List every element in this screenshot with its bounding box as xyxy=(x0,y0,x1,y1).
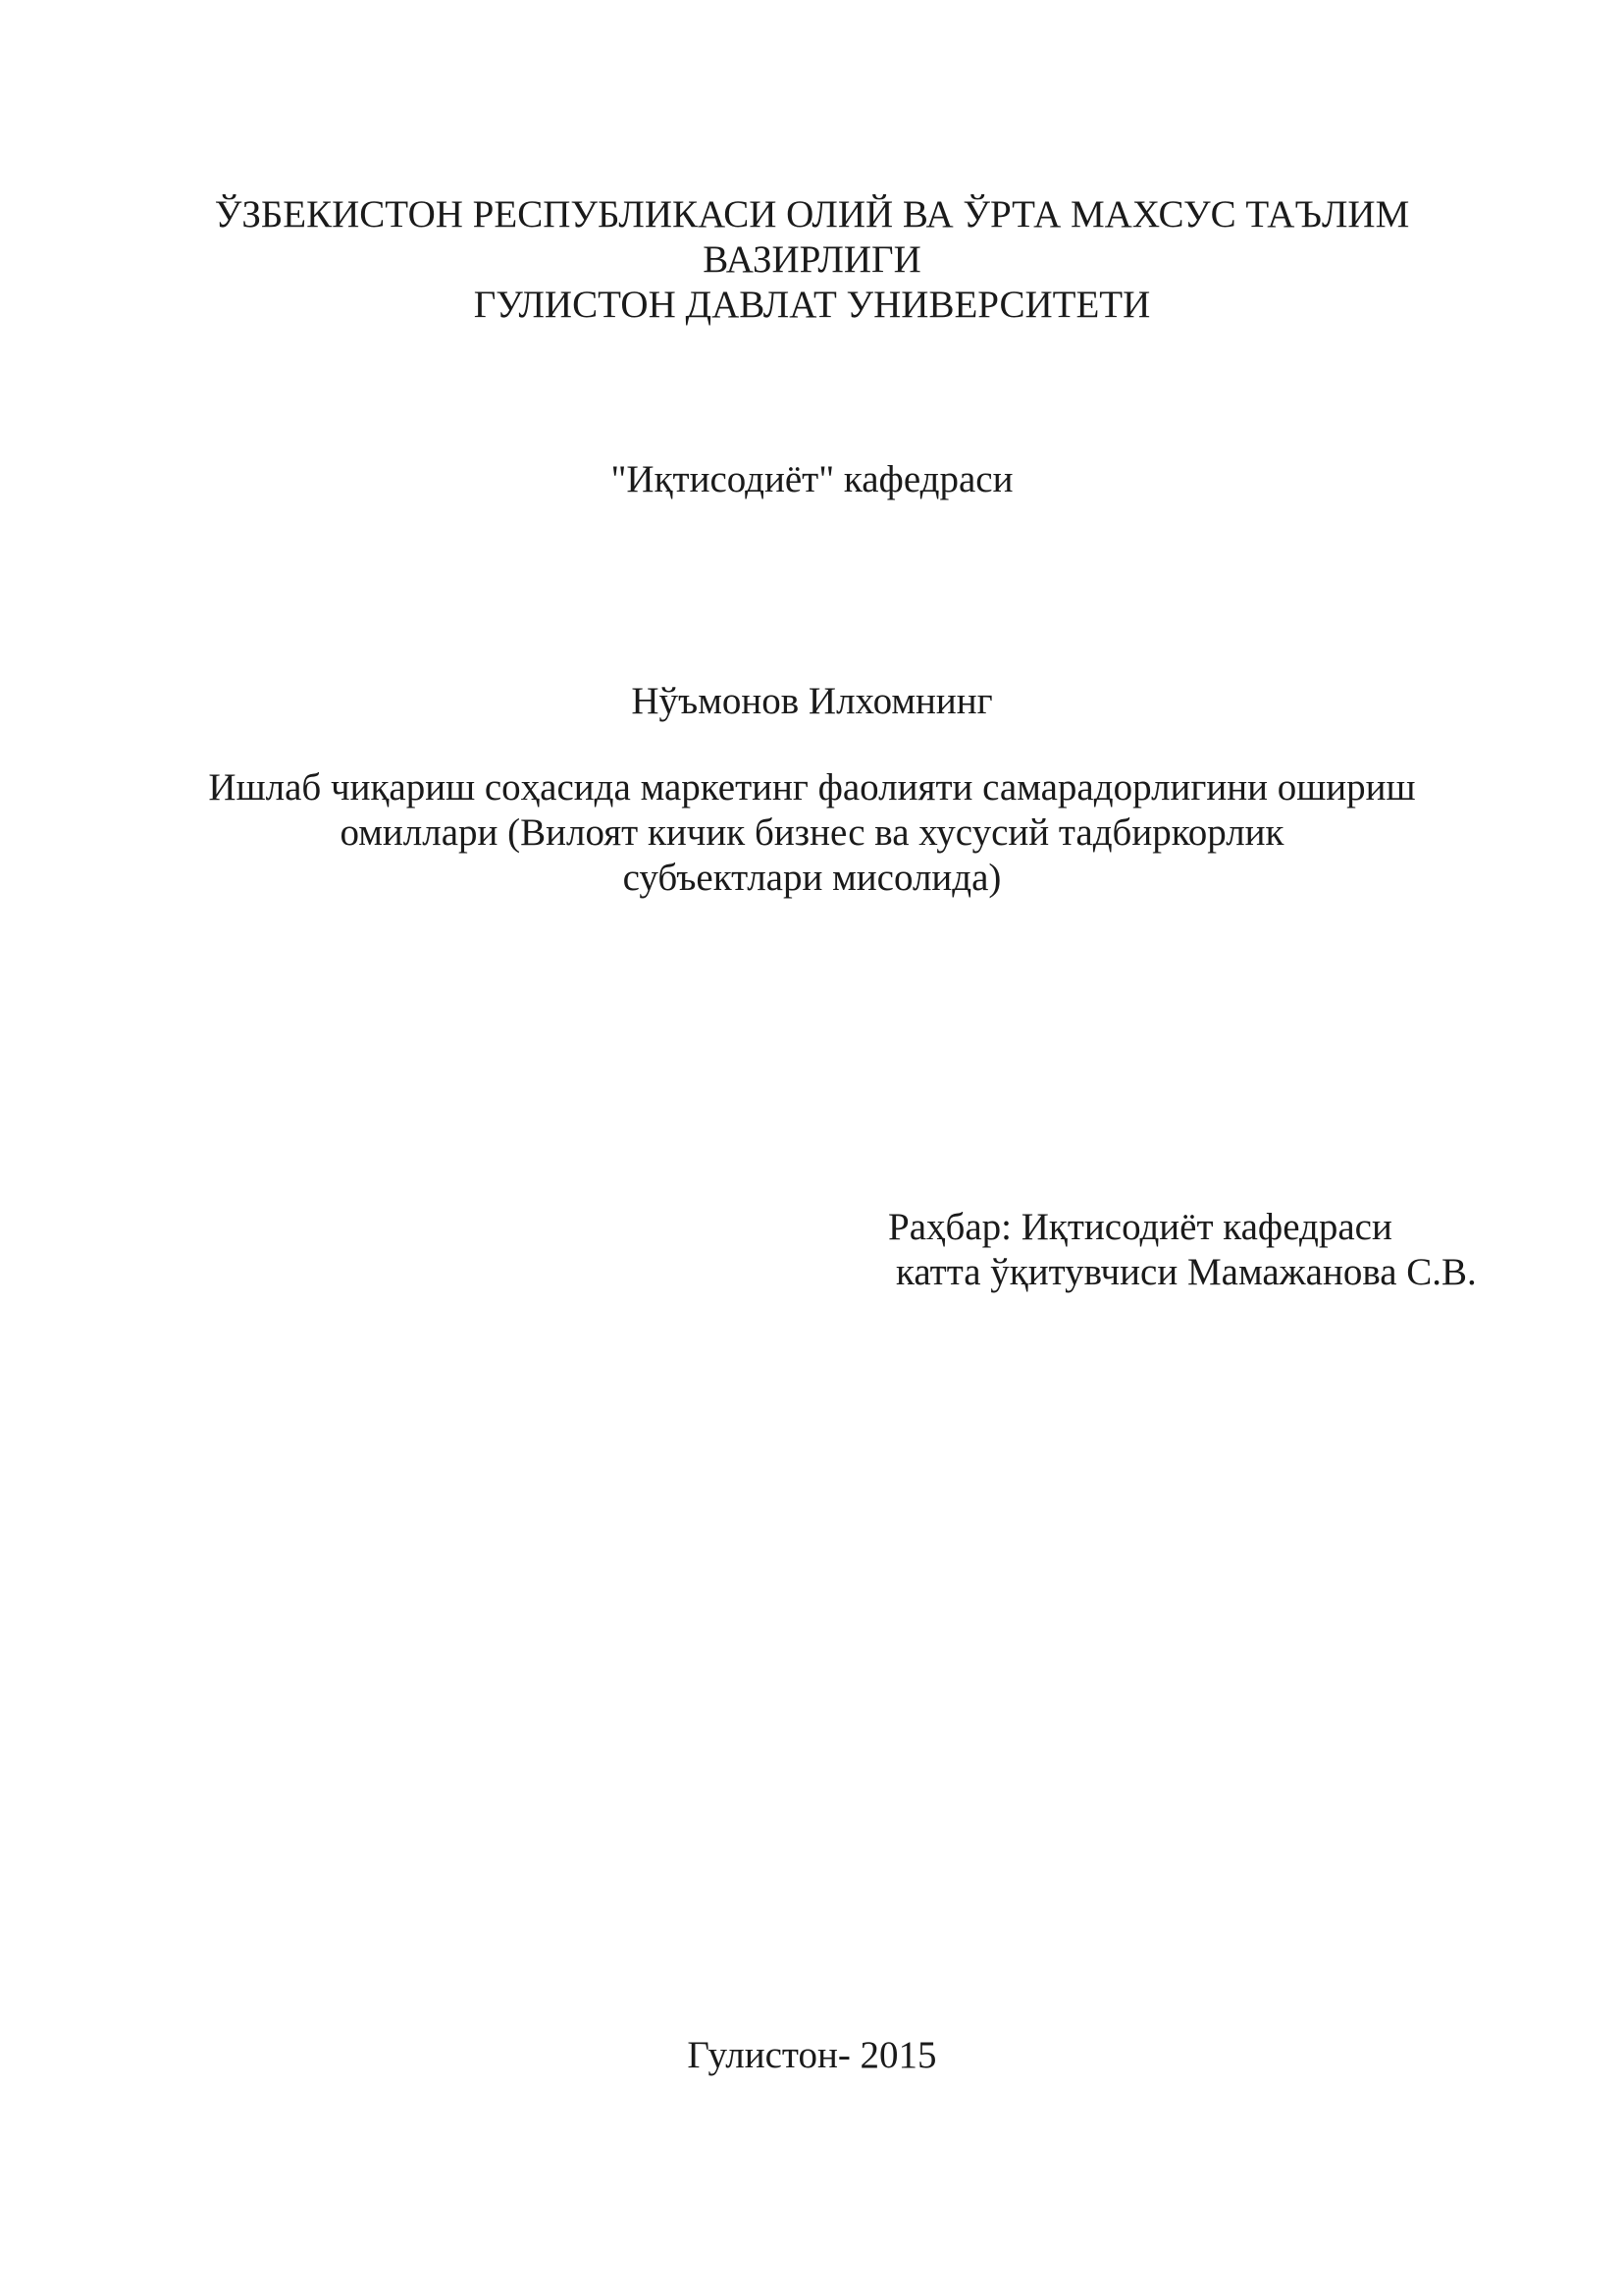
ministry-line-2: ВАЗИРЛИГИ xyxy=(703,238,921,281)
title-page-header xyxy=(0,192,1624,328)
author-name: Нўъмонов Илхомнинг xyxy=(631,680,993,722)
supervisor-line-2: катта ўқитувчиси Мамажанова С.В. xyxy=(896,1251,1477,1293)
thesis-title-line-3: субъектлари мисолида) xyxy=(622,857,1002,899)
university-name: ГУЛИСТОН ДАВЛАТ УНИВЕРСИТЕТИ xyxy=(473,284,1151,326)
supervisor-info xyxy=(888,1205,1477,1295)
thesis-title-line-1: Ишлаб чиқариш соҳасида маркетинг фаолияти самарадорлигини ошириш xyxy=(208,766,1416,809)
city-year: Гулистон- 2015 xyxy=(687,2034,937,2076)
ministry-line-1: ЎЗБЕКИСТОН РЕСПУБЛИКАСИ ОЛИЙ ВА ЎРТА МАХСУС ТАЪЛИМ xyxy=(214,193,1410,235)
supervisor-line-1: Раҳбар: Иқтисодиёт кафедраси xyxy=(888,1206,1392,1248)
department-name: "Иқтисодиёт" кафедраси xyxy=(610,458,1014,500)
thesis-title-line-2: омиллари (Вилоят кичик бизнес ва хусусий тадбиркорлик xyxy=(340,811,1284,854)
thesis-title xyxy=(0,765,1624,901)
